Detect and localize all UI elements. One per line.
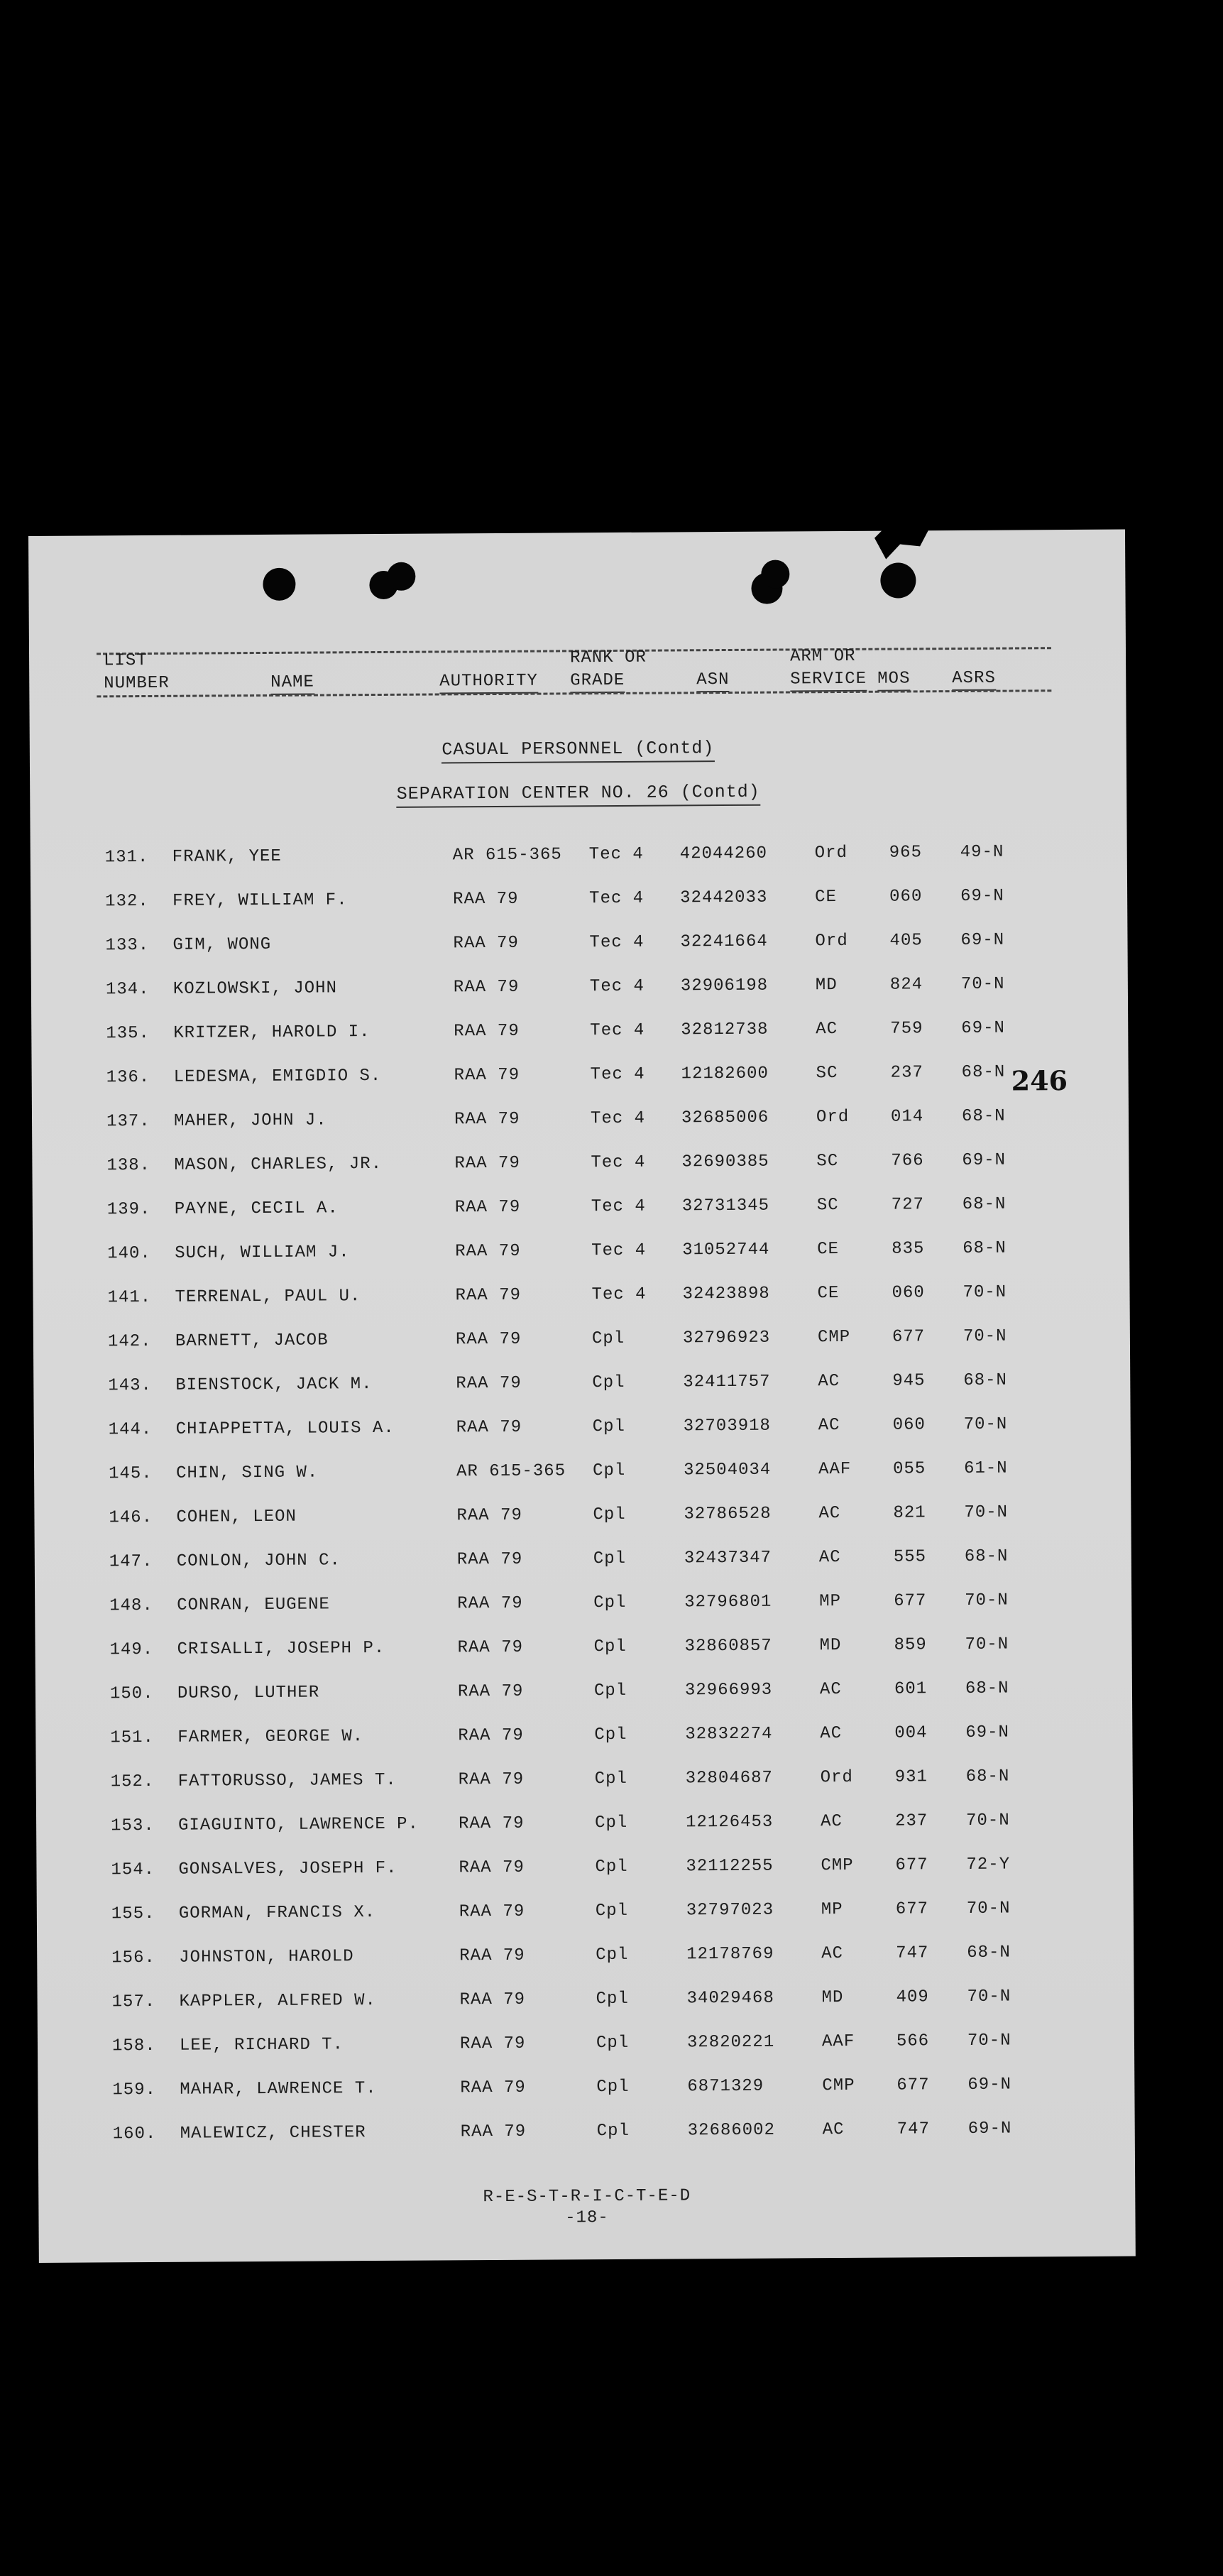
- cell-asn: 32112255: [686, 1856, 774, 1877]
- cell-asrs: 70-N: [963, 1326, 1007, 1346]
- cell-mos: 747: [896, 1943, 929, 1963]
- cell-mos: 405: [889, 931, 923, 951]
- cell-list-number: 132.: [105, 891, 149, 912]
- cell-rank: Tec 4: [590, 1020, 645, 1041]
- cell-asrs: 68-N: [963, 1370, 1007, 1390]
- cell-name: GONSALVES, JOSEPH F.: [178, 1858, 397, 1879]
- cell-list-number: 145.: [108, 1463, 153, 1484]
- cell-asrs: 70-N: [965, 1634, 1009, 1654]
- cell-mos: 824: [889, 975, 923, 995]
- cell-list-number: 136.: [106, 1067, 150, 1088]
- cell-rank: Cpl: [591, 1328, 625, 1349]
- cell-asrs: 70-N: [965, 1590, 1009, 1610]
- cell-rank: Tec 4: [589, 932, 645, 953]
- cell-rank: Tec 4: [591, 1196, 646, 1217]
- cell-authority: RAA 79: [453, 889, 519, 910]
- column-header-arm-2: SERVICE: [790, 670, 867, 692]
- cell-rank: Tec 4: [590, 1108, 646, 1129]
- cell-name: SUCH, WILLIAM J.: [175, 1243, 350, 1263]
- cell-name: PAYNE, CECIL A.: [174, 1199, 339, 1219]
- cell-authority: RAA 79: [457, 1681, 524, 1702]
- cell-list-number: 140.: [107, 1243, 151, 1264]
- cell-rank: Cpl: [596, 2033, 630, 2053]
- cell-asn: 32686002: [687, 2120, 776, 2141]
- cell-mos: 727: [891, 1195, 925, 1215]
- cell-list-number: 144.: [108, 1419, 153, 1440]
- cell-asn: 6871329: [687, 2076, 764, 2097]
- cell-asn: 32423898: [682, 1284, 770, 1304]
- cell-mos: 060: [889, 887, 923, 907]
- table-row: [34, 1502, 1131, 1553]
- cell-asrs: 70-N: [964, 1502, 1009, 1522]
- table-row: [35, 1679, 1132, 1729]
- cell-asrs: 68-N: [962, 1194, 1007, 1214]
- cell-arm-or-service: AC: [821, 1944, 844, 1964]
- footer-page-number: -18-: [565, 2208, 609, 2228]
- cell-list-number: 148.: [109, 1595, 153, 1616]
- cell-asrs: 68-N: [961, 1062, 1006, 1082]
- cell-mos: 945: [892, 1371, 926, 1391]
- cell-asn: 32411757: [683, 1372, 771, 1392]
- cell-name: FARMER, GEORGE W.: [177, 1727, 364, 1747]
- cell-name: LEDESMA, EMIGDIO S.: [173, 1066, 382, 1087]
- cell-asn: 12178769: [686, 1944, 774, 1965]
- punch-hole: [880, 562, 916, 598]
- cell-name: CONLON, JOHN C.: [176, 1551, 341, 1571]
- cell-list-number: 151.: [110, 1728, 155, 1748]
- cell-name: FRANK, YEE: [172, 846, 282, 867]
- cell-list-number: 150.: [109, 1683, 154, 1704]
- cell-rank: Tec 4: [588, 844, 644, 865]
- cell-mos: 409: [896, 1987, 929, 2007]
- cell-name: COHEN, LEON: [176, 1507, 297, 1527]
- cell-authority: RAA 79: [459, 1857, 525, 1878]
- cell-authority: RAA 79: [457, 1637, 524, 1658]
- cell-name: FATTORUSSO, JAMES T.: [177, 1770, 397, 1791]
- cell-asn: 32796923: [682, 1328, 771, 1348]
- cell-mos: 759: [890, 1019, 923, 1039]
- cell-mos: 677: [896, 2075, 930, 2095]
- cell-arm-or-service: CE: [817, 1240, 840, 1260]
- cell-authority: AR 615-365: [456, 1461, 566, 1482]
- cell-rank: Cpl: [592, 1461, 626, 1481]
- cell-rank: Cpl: [593, 1549, 627, 1569]
- cell-rank: Tec 4: [591, 1240, 647, 1261]
- cell-mos: 677: [895, 1899, 929, 1919]
- cell-rank: Cpl: [595, 1901, 629, 1921]
- cell-mos: 060: [892, 1283, 925, 1303]
- cell-rank: Tec 4: [589, 976, 645, 997]
- cell-asn: 32906198: [680, 976, 769, 996]
- cell-mos: 747: [896, 2119, 931, 2139]
- cell-name: FREY, WILLIAM F.: [172, 890, 348, 911]
- cell-list-number: 154.: [111, 1860, 155, 1880]
- cell-arm-or-service: CE: [817, 1284, 840, 1304]
- torn-corner: [874, 520, 931, 563]
- cell-asn: 12182600: [681, 1064, 769, 1084]
- cell-authority: RAA 79: [454, 1197, 521, 1218]
- table-row: [36, 1811, 1133, 1861]
- cell-arm-or-service: Ord: [816, 1107, 850, 1128]
- cell-name: KOZLOWSKI, JOHN: [172, 978, 338, 999]
- cell-rank: Cpl: [593, 1505, 626, 1525]
- cell-asrs: 70-N: [960, 974, 1005, 994]
- cell-rank: Cpl: [593, 1637, 627, 1657]
- cell-asn: 32820221: [686, 2032, 775, 2053]
- cell-asrs: 69-N: [962, 1150, 1007, 1170]
- column-header-rank-1: RANK OR: [569, 648, 647, 668]
- cell-rank: Tec 4: [591, 1152, 646, 1173]
- cell-asrs: 68-N: [964, 1546, 1009, 1566]
- column-header-asn: ASN: [696, 670, 729, 692]
- cell-authority: RAA 79: [453, 933, 520, 954]
- cell-arm-or-service: AC: [819, 1680, 842, 1700]
- cell-list-number: 158.: [111, 2036, 156, 2056]
- cell-asrs: 69-N: [967, 2119, 1012, 2139]
- cell-asn: 32804687: [685, 1768, 774, 1789]
- cell-mos: 821: [893, 1503, 926, 1523]
- cell-rank: Cpl: [596, 1945, 629, 1965]
- cell-list-number: 143.: [108, 1375, 153, 1396]
- cell-mos: 237: [890, 1063, 923, 1083]
- table-row: [34, 1458, 1131, 1509]
- cell-authority: AR 615-365: [452, 845, 562, 866]
- cell-authority: RAA 79: [459, 2034, 526, 2054]
- cell-list-number: 133.: [105, 935, 150, 956]
- cell-asn: 12126453: [686, 1812, 774, 1833]
- cell-list-number: 157.: [111, 1992, 156, 2012]
- cell-authority: RAA 79: [458, 1769, 525, 1790]
- cell-asrs: 70-N: [967, 2031, 1011, 2051]
- section-title: CASUAL PERSONNEL (Contd): [30, 736, 1126, 763]
- cell-list-number: 139.: [106, 1199, 151, 1220]
- table-row: [38, 2075, 1134, 2125]
- cell-name: MALEWICZ, CHESTER: [180, 2123, 366, 2144]
- table-row: [35, 1723, 1132, 1773]
- cell-name: KRITZER, HAROLD I.: [173, 1022, 371, 1043]
- cell-arm-or-service: MD: [821, 1988, 844, 2008]
- cell-asn: 32437347: [684, 1548, 772, 1568]
- cell-asrs: 68-N: [967, 1943, 1011, 1963]
- cell-mos: 677: [895, 1855, 928, 1875]
- table-row: [38, 1987, 1134, 2037]
- table-row: [33, 1282, 1129, 1333]
- cell-mos: 965: [889, 843, 923, 863]
- cell-name: MAHAR, LAWRENCE T.: [180, 2079, 377, 2100]
- cell-arm-or-service: MP: [819, 1592, 842, 1612]
- cell-rank: Cpl: [594, 1769, 628, 1789]
- cell-arm-or-service: AC: [818, 1416, 840, 1436]
- cell-authority: RAA 79: [455, 1241, 521, 1262]
- cell-asn: 32241664: [680, 932, 768, 952]
- table-row: [37, 1943, 1134, 1993]
- table-row: [37, 1899, 1134, 1949]
- cell-arm-or-service: SC: [816, 1152, 839, 1172]
- cell-authority: RAA 79: [460, 2078, 526, 2098]
- table-row: [32, 1062, 1129, 1113]
- cell-name: CHIAPPETTA, LOUIS A.: [175, 1418, 395, 1439]
- cell-authority: RAA 79: [459, 1813, 525, 1834]
- column-header-list-number-1: LIST: [103, 650, 148, 671]
- cell-list-number: 137.: [106, 1111, 150, 1132]
- cell-asrs: 68-N: [963, 1238, 1007, 1258]
- punch-hole: [263, 568, 295, 601]
- section-subtitle: SEPARATION CENTER NO. 26 (Contd): [30, 780, 1126, 807]
- cell-asrs: 69-N: [967, 2075, 1012, 2095]
- cell-rank: Cpl: [596, 2121, 630, 2141]
- cell-mos: 601: [894, 1679, 928, 1699]
- cell-mos: 004: [894, 1723, 928, 1743]
- cell-list-number: 135.: [106, 1023, 150, 1044]
- cell-authority: RAA 79: [455, 1329, 522, 1350]
- cell-arm-or-service: MD: [815, 976, 838, 995]
- cell-rank: Cpl: [593, 1681, 627, 1701]
- cell-mos: 835: [892, 1239, 925, 1259]
- cell-name: GIAGUINTO, LAWRENCE P.: [178, 1814, 419, 1835]
- cell-asn: 31052744: [682, 1240, 770, 1260]
- personnel-list: [31, 842, 1135, 2169]
- cell-asn: 32832274: [685, 1724, 773, 1745]
- cell-asn: 32860857: [684, 1636, 772, 1657]
- cell-rank: Tec 4: [591, 1284, 647, 1305]
- column-header-list-number-2: NUMBER: [104, 673, 170, 694]
- cell-rank: Tec 4: [589, 888, 645, 909]
- table-row: [38, 2031, 1134, 2081]
- cell-arm-or-service: AAF: [818, 1459, 852, 1480]
- cell-rank: Cpl: [596, 1989, 629, 2009]
- cell-authority: RAA 79: [460, 2122, 527, 2142]
- table-row: [36, 1855, 1133, 1905]
- cell-arm-or-service: AC: [818, 1504, 841, 1524]
- cell-arm-or-service: MD: [819, 1636, 842, 1656]
- cell-asn: 34029468: [686, 1988, 774, 2009]
- cell-arm-or-service: AC: [822, 2120, 845, 2140]
- cell-arm-or-service: Ord: [814, 843, 848, 863]
- cell-list-number: 156.: [111, 1948, 155, 1968]
- table-row: [36, 1767, 1133, 1817]
- cell-arm-or-service: MP: [821, 1900, 843, 1920]
- cell-authority: RAA 79: [454, 1021, 520, 1042]
- cell-rank: Cpl: [594, 1725, 627, 1745]
- cell-authority: RAA 79: [457, 1593, 523, 1614]
- cell-authority: RAA 79: [458, 1725, 524, 1746]
- cell-asn: 32796801: [684, 1592, 772, 1612]
- cell-name: TERRENAL, PAUL U.: [175, 1287, 361, 1307]
- cell-name: CRISALLI, JOSEPH P.: [177, 1638, 385, 1659]
- cell-asn: 32442033: [680, 888, 768, 908]
- cell-arm-or-service: CMP: [821, 1855, 854, 1876]
- cell-authority: RAA 79: [453, 977, 520, 998]
- column-header-mos: MOS: [877, 669, 910, 691]
- table-row: [33, 1326, 1130, 1377]
- cell-mos: 677: [892, 1327, 926, 1347]
- table-row: [38, 2119, 1135, 2169]
- cell-arm-or-service: AC: [820, 1812, 843, 1832]
- cell-authority: RAA 79: [459, 1901, 525, 1922]
- page-stamp-number: 246: [1011, 1064, 1068, 1097]
- table-row: [31, 974, 1128, 1025]
- cell-asrs: 69-N: [960, 930, 1005, 950]
- cell-arm-or-service: CE: [815, 888, 838, 907]
- table-row: [31, 886, 1127, 937]
- cell-asn: 32504034: [683, 1460, 772, 1480]
- cell-mos: 859: [894, 1635, 927, 1655]
- table-row: [32, 1150, 1129, 1201]
- cell-asrs: 70-N: [965, 1811, 1010, 1830]
- cell-rank: Cpl: [593, 1593, 627, 1613]
- cell-arm-or-service: AC: [818, 1372, 840, 1392]
- table-row: [35, 1546, 1131, 1597]
- cell-asrs: 69-N: [960, 886, 1004, 906]
- cell-rank: Cpl: [595, 1813, 628, 1833]
- cell-list-number: 131.: [104, 847, 149, 868]
- document-page: [28, 530, 1136, 2263]
- cell-asrs: 72-Y: [966, 1855, 1011, 1874]
- cell-rank: Cpl: [592, 1417, 625, 1437]
- cell-name: JOHNSTON, HAROLD: [179, 1947, 354, 1968]
- cell-mos: 060: [892, 1415, 926, 1435]
- cell-asrs: 70-N: [967, 1987, 1011, 2007]
- cell-mos: 237: [894, 1811, 928, 1831]
- cell-name: MAHER, JOHN J.: [173, 1110, 327, 1131]
- cell-authority: RAA 79: [454, 1065, 520, 1086]
- table-row: [31, 842, 1127, 893]
- cell-authority: RAA 79: [459, 1945, 525, 1966]
- cell-list-number: 159.: [112, 2080, 157, 2100]
- column-header-authority: AUTHORITY: [439, 672, 538, 694]
- cell-rank: Tec 4: [590, 1064, 645, 1085]
- footer-restricted: R-E-S-T-R-I-C-T-E-D: [483, 2186, 691, 2207]
- cell-name: BIENSTOCK, JACK M.: [175, 1375, 373, 1395]
- cell-mos: 931: [894, 1767, 928, 1787]
- cell-authority: RAA 79: [456, 1373, 522, 1394]
- table-row: [33, 1238, 1129, 1289]
- cell-asrs: 70-N: [963, 1282, 1007, 1302]
- cell-name: MASON, CHARLES, JR.: [174, 1154, 383, 1175]
- cell-list-number: 152.: [110, 1772, 155, 1792]
- cell-list-number: 134.: [105, 979, 150, 1000]
- punch-hole: [387, 562, 415, 591]
- cell-name: LEE, RICHARD T.: [179, 2035, 344, 2056]
- cell-arm-or-service: CMP: [817, 1327, 851, 1348]
- cell-mos: 566: [896, 2031, 930, 2051]
- cell-list-number: 155.: [111, 1904, 155, 1924]
- cell-asrs: 68-N: [965, 1767, 1010, 1786]
- column-header-asrs: ASRS: [952, 669, 996, 691]
- cell-arm-or-service: SC: [816, 1064, 838, 1084]
- cell-mos: 555: [893, 1547, 927, 1567]
- punch-hole: [761, 560, 789, 588]
- cell-arm-or-service: AC: [818, 1548, 841, 1568]
- cell-asrs: 69-N: [965, 1723, 1010, 1742]
- cell-name: CONRAN, EUGENE: [177, 1595, 330, 1615]
- column-header-arm-1: ARM OR: [789, 646, 856, 667]
- cell-list-number: 149.: [109, 1639, 154, 1660]
- cell-mos: 055: [892, 1459, 926, 1479]
- cell-asrs: 61-N: [963, 1458, 1008, 1478]
- cell-authority: RAA 79: [456, 1417, 522, 1438]
- table-row: [35, 1590, 1131, 1641]
- table-row: [33, 1370, 1130, 1421]
- cell-asn: 32690385: [681, 1152, 769, 1172]
- cell-asrs: 68-N: [961, 1106, 1006, 1126]
- cell-asn: 32797023: [686, 1900, 774, 1921]
- cell-asn: 32966993: [684, 1680, 773, 1701]
- cell-authority: RAA 79: [456, 1549, 523, 1570]
- cell-name: DURSO, LUTHER: [177, 1683, 320, 1703]
- table-row: [35, 1634, 1132, 1685]
- cell-mos: 014: [890, 1107, 924, 1127]
- cell-list-number: 141.: [107, 1287, 152, 1308]
- table-row: [31, 930, 1127, 981]
- column-header-rank-2: GRADE: [570, 671, 625, 693]
- cell-asrs: 68-N: [965, 1679, 1009, 1698]
- cell-name: KAPPLER, ALFRED W.: [179, 1991, 376, 2012]
- cell-arm-or-service: Ord: [820, 1767, 854, 1788]
- table-row: [32, 1106, 1129, 1157]
- cell-asn: 32786528: [684, 1504, 772, 1524]
- cell-asrs: 49-N: [960, 842, 1004, 862]
- cell-name: BARNETT, JACOB: [175, 1331, 329, 1351]
- table-row: [34, 1414, 1131, 1465]
- cell-arm-or-service: AC: [816, 1020, 838, 1039]
- cell-asn: 32685006: [681, 1108, 769, 1128]
- table-row: [31, 1018, 1128, 1069]
- cell-list-number: 146.: [109, 1507, 153, 1528]
- cell-authority: RAA 79: [456, 1505, 522, 1526]
- cell-arm-or-service: SC: [816, 1196, 839, 1216]
- cell-rank: Cpl: [596, 2077, 630, 2097]
- cell-rank: Cpl: [592, 1372, 625, 1393]
- cell-list-number: 142.: [107, 1331, 152, 1352]
- cell-list-number: 160.: [112, 2124, 157, 2144]
- cell-mos: 677: [894, 1591, 927, 1611]
- cell-name: GIM, WONG: [172, 934, 272, 955]
- cell-arm-or-service: AAF: [821, 2031, 855, 2052]
- cell-asrs: 70-N: [963, 1414, 1008, 1434]
- cell-list-number: 138.: [106, 1155, 151, 1176]
- column-header-name: NAME: [270, 673, 314, 695]
- cell-authority: RAA 79: [455, 1285, 522, 1306]
- cell-authority: RAA 79: [454, 1153, 520, 1174]
- cell-arm-or-service: Ord: [815, 931, 848, 951]
- cell-arm-or-service: CMP: [822, 2075, 855, 2096]
- cell-authority: RAA 79: [459, 1990, 526, 2010]
- cell-arm-or-service: AC: [820, 1724, 843, 1744]
- cell-name: CHIN, SING W.: [175, 1463, 319, 1483]
- cell-mos: 766: [891, 1151, 924, 1171]
- cell-asrs: 70-N: [966, 1899, 1011, 1919]
- cell-asrs: 69-N: [961, 1018, 1005, 1038]
- cell-name: GORMAN, FRANCIS X.: [178, 1903, 376, 1923]
- cell-authority: RAA 79: [454, 1109, 520, 1130]
- table-row: [33, 1194, 1129, 1245]
- cell-asn: 32703918: [683, 1416, 771, 1436]
- cell-asn: 32812738: [681, 1020, 769, 1040]
- cell-asn: 42044260: [679, 844, 768, 864]
- cell-asn: 32731345: [681, 1196, 770, 1216]
- cell-list-number: 153.: [111, 1816, 155, 1836]
- cell-rank: Cpl: [595, 1857, 628, 1877]
- cell-list-number: 147.: [109, 1551, 153, 1572]
